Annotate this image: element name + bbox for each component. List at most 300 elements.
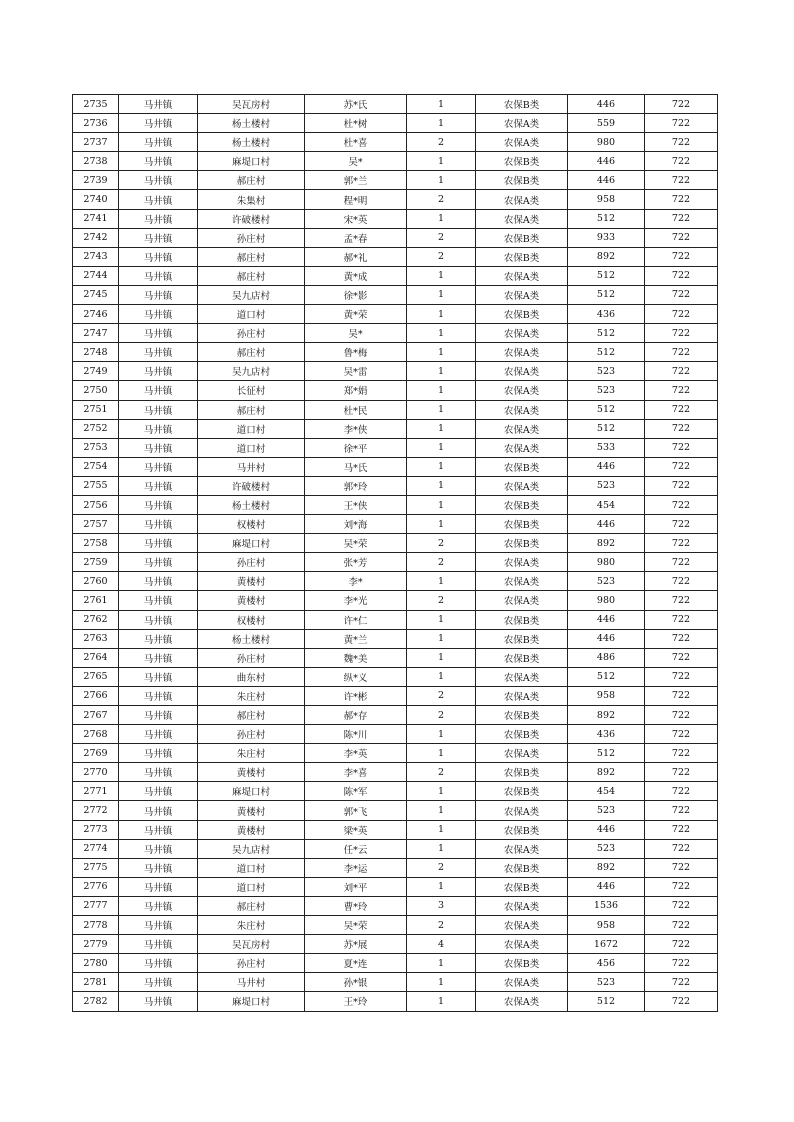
standard-cell: 722 (645, 763, 718, 782)
standard-cell: 722 (645, 916, 718, 935)
row-number-cell: 2763 (73, 629, 119, 648)
count-cell: 2 (407, 686, 476, 705)
town-cell: 马井镇 (119, 400, 198, 419)
name-cell: 刘*海 (305, 515, 407, 534)
row-number-cell: 2745 (73, 285, 119, 304)
town-cell: 马井镇 (119, 973, 198, 992)
count-cell: 2 (407, 763, 476, 782)
village-cell: 吴九店村 (198, 839, 305, 858)
category-cell: 农保A类 (476, 419, 568, 438)
village-cell: 黄楼村 (198, 763, 305, 782)
name-cell: 马*氏 (305, 457, 407, 476)
amount-cell: 892 (568, 763, 645, 782)
name-cell: 夏*连 (305, 954, 407, 973)
count-cell: 1 (407, 820, 476, 839)
row-number-cell: 2743 (73, 247, 119, 266)
town-cell: 马井镇 (119, 610, 198, 629)
table-row (73, 782, 718, 801)
town-cell: 马井镇 (119, 152, 198, 171)
count-cell: 1 (407, 362, 476, 381)
village-cell: 杨土楼村 (198, 629, 305, 648)
table-row (73, 152, 718, 171)
name-cell: 吴* (305, 324, 407, 343)
standard-cell: 722 (645, 992, 718, 1011)
town-cell: 马井镇 (119, 553, 198, 572)
amount-cell: 892 (568, 706, 645, 725)
name-cell: 张*芳 (305, 553, 407, 572)
row-number-cell: 2756 (73, 495, 119, 514)
name-cell: 徐*平 (305, 438, 407, 457)
count-cell: 1 (407, 400, 476, 419)
category-cell: 农保B类 (476, 763, 568, 782)
town-cell: 马井镇 (119, 419, 198, 438)
table-row (73, 973, 718, 992)
name-cell: 吴*荣 (305, 534, 407, 553)
village-cell: 孙庄村 (198, 553, 305, 572)
table-row (73, 190, 718, 209)
category-cell: 农保B类 (476, 171, 568, 190)
category-cell: 农保A类 (476, 935, 568, 954)
table-row (73, 591, 718, 610)
category-cell: 农保A类 (476, 572, 568, 591)
name-cell: 李* (305, 572, 407, 591)
amount-cell: 523 (568, 973, 645, 992)
count-cell: 1 (407, 954, 476, 973)
town-cell: 马井镇 (119, 801, 198, 820)
row-number-cell: 2772 (73, 801, 119, 820)
name-cell: 李*侠 (305, 419, 407, 438)
village-cell: 郝庄村 (198, 171, 305, 190)
table-row (73, 495, 718, 514)
count-cell: 1 (407, 629, 476, 648)
name-cell: 纵*义 (305, 667, 407, 686)
table-row (73, 648, 718, 667)
standard-cell: 722 (645, 228, 718, 247)
row-number-cell: 2740 (73, 190, 119, 209)
standard-cell: 722 (645, 247, 718, 266)
town-cell: 马井镇 (119, 438, 198, 457)
amount-cell: 980 (568, 591, 645, 610)
standard-cell: 722 (645, 725, 718, 744)
amount-cell: 512 (568, 667, 645, 686)
category-cell: 农保A类 (476, 667, 568, 686)
amount-cell: 512 (568, 266, 645, 285)
standard-cell: 722 (645, 667, 718, 686)
row-number-cell: 2754 (73, 457, 119, 476)
table-row (73, 706, 718, 725)
row-number-cell: 2774 (73, 839, 119, 858)
name-cell: 孙*银 (305, 973, 407, 992)
name-cell: 李*英 (305, 744, 407, 763)
count-cell: 1 (407, 438, 476, 457)
amount-cell: 958 (568, 686, 645, 705)
amount-cell: 446 (568, 610, 645, 629)
name-cell: 李*运 (305, 858, 407, 877)
category-cell: 农保A类 (476, 209, 568, 228)
standard-cell: 722 (645, 343, 718, 362)
row-number-cell: 2741 (73, 209, 119, 228)
amount-cell: 446 (568, 95, 645, 114)
name-cell: 郭*玲 (305, 476, 407, 495)
row-number-cell: 2780 (73, 954, 119, 973)
amount-cell: 980 (568, 553, 645, 572)
village-cell: 黄楼村 (198, 591, 305, 610)
amount-cell: 523 (568, 362, 645, 381)
category-cell: 农保A类 (476, 916, 568, 935)
category-cell: 农保B类 (476, 228, 568, 247)
standard-cell: 722 (645, 495, 718, 514)
count-cell: 1 (407, 515, 476, 534)
count-cell: 2 (407, 133, 476, 152)
row-number-cell: 2751 (73, 400, 119, 419)
town-cell: 马井镇 (119, 572, 198, 591)
count-cell: 1 (407, 209, 476, 228)
standard-cell: 722 (645, 266, 718, 285)
village-cell: 马井村 (198, 973, 305, 992)
row-number-cell: 2761 (73, 591, 119, 610)
town-cell: 马井镇 (119, 725, 198, 744)
count-cell: 1 (407, 648, 476, 667)
table-row (73, 476, 718, 495)
standard-cell: 722 (645, 896, 718, 915)
amount-cell: 523 (568, 381, 645, 400)
count-cell: 2 (407, 591, 476, 610)
standard-cell: 722 (645, 438, 718, 457)
name-cell: 黄*荣 (305, 305, 407, 324)
name-cell: 任*云 (305, 839, 407, 858)
category-cell: 农保B类 (476, 954, 568, 973)
amount-cell: 486 (568, 648, 645, 667)
town-cell: 马井镇 (119, 534, 198, 553)
standard-cell: 722 (645, 782, 718, 801)
count-cell: 1 (407, 457, 476, 476)
table-row (73, 438, 718, 457)
count-cell: 1 (407, 744, 476, 763)
name-cell: 鲁*梅 (305, 343, 407, 362)
name-cell: 王*侠 (305, 495, 407, 514)
count-cell: 1 (407, 495, 476, 514)
village-cell: 道口村 (198, 858, 305, 877)
amount-cell: 512 (568, 285, 645, 304)
town-cell: 马井镇 (119, 305, 198, 324)
amount-cell: 446 (568, 515, 645, 534)
town-cell: 马井镇 (119, 744, 198, 763)
category-cell: 农保A类 (476, 992, 568, 1011)
amount-cell: 512 (568, 209, 645, 228)
category-cell: 农保B类 (476, 782, 568, 801)
row-number-cell: 2760 (73, 572, 119, 591)
name-cell: 郑*娟 (305, 381, 407, 400)
standard-cell: 722 (645, 686, 718, 705)
category-cell: 农保A类 (476, 133, 568, 152)
table-body (73, 95, 718, 1012)
table-row (73, 534, 718, 553)
row-number-cell: 2746 (73, 305, 119, 324)
table-row (73, 992, 718, 1011)
table-row (73, 763, 718, 782)
amount-cell: 933 (568, 228, 645, 247)
standard-cell: 722 (645, 839, 718, 858)
row-number-cell: 2747 (73, 324, 119, 343)
name-cell: 郝*礼 (305, 247, 407, 266)
table-row (73, 667, 718, 686)
village-cell: 杨土楼村 (198, 114, 305, 133)
standard-cell: 722 (645, 209, 718, 228)
town-cell: 马井镇 (119, 667, 198, 686)
count-cell: 1 (407, 171, 476, 190)
row-number-cell: 2769 (73, 744, 119, 763)
name-cell: 杜*树 (305, 114, 407, 133)
table-row (73, 457, 718, 476)
amount-cell: 446 (568, 820, 645, 839)
name-cell: 陈*川 (305, 725, 407, 744)
town-cell: 马井镇 (119, 266, 198, 285)
village-cell: 郝庄村 (198, 400, 305, 419)
count-cell: 1 (407, 285, 476, 304)
village-cell: 孙庄村 (198, 228, 305, 247)
town-cell: 马井镇 (119, 228, 198, 247)
standard-cell: 722 (645, 285, 718, 304)
name-cell: 郭*飞 (305, 801, 407, 820)
category-cell: 农保A类 (476, 973, 568, 992)
row-number-cell: 2739 (73, 171, 119, 190)
standard-cell: 722 (645, 152, 718, 171)
name-cell: 杜*民 (305, 400, 407, 419)
count-cell: 3 (407, 896, 476, 915)
village-cell: 曲东村 (198, 667, 305, 686)
town-cell: 马井镇 (119, 686, 198, 705)
count-cell: 1 (407, 782, 476, 801)
count-cell: 1 (407, 572, 476, 591)
town-cell: 马井镇 (119, 916, 198, 935)
name-cell: 吴* (305, 152, 407, 171)
row-number-cell: 2762 (73, 610, 119, 629)
count-cell: 2 (407, 858, 476, 877)
count-cell: 1 (407, 114, 476, 133)
village-cell: 杨土楼村 (198, 133, 305, 152)
standard-cell: 722 (645, 190, 718, 209)
count-cell: 2 (407, 706, 476, 725)
category-cell: 农保A类 (476, 801, 568, 820)
standard-cell: 722 (645, 381, 718, 400)
village-cell: 吴九店村 (198, 362, 305, 381)
category-cell: 农保B类 (476, 95, 568, 114)
row-number-cell: 2765 (73, 667, 119, 686)
standard-cell: 722 (645, 973, 718, 992)
category-cell: 农保A类 (476, 896, 568, 915)
standard-cell: 722 (645, 362, 718, 381)
standard-cell: 722 (645, 935, 718, 954)
row-number-cell: 2781 (73, 973, 119, 992)
count-cell: 1 (407, 973, 476, 992)
category-cell: 农保B类 (476, 648, 568, 667)
standard-cell: 722 (645, 400, 718, 419)
amount-cell: 454 (568, 495, 645, 514)
count-cell: 1 (407, 476, 476, 495)
category-cell: 农保A类 (476, 744, 568, 763)
category-cell: 农保B类 (476, 305, 568, 324)
table-row (73, 266, 718, 285)
town-cell: 马井镇 (119, 935, 198, 954)
standard-cell: 722 (645, 133, 718, 152)
town-cell: 马井镇 (119, 133, 198, 152)
town-cell: 马井镇 (119, 706, 198, 725)
town-cell: 马井镇 (119, 343, 198, 362)
amount-cell: 980 (568, 133, 645, 152)
standard-cell: 722 (645, 744, 718, 763)
standard-cell: 722 (645, 171, 718, 190)
town-cell: 马井镇 (119, 457, 198, 476)
row-number-cell: 2738 (73, 152, 119, 171)
standard-cell: 722 (645, 305, 718, 324)
village-cell: 麻堤口村 (198, 534, 305, 553)
count-cell: 1 (407, 324, 476, 343)
name-cell: 吴*雷 (305, 362, 407, 381)
count-cell: 1 (407, 992, 476, 1011)
town-cell: 马井镇 (119, 954, 198, 973)
name-cell: 曹*玲 (305, 896, 407, 915)
count-cell: 4 (407, 935, 476, 954)
row-number-cell: 2778 (73, 916, 119, 935)
town-cell: 马井镇 (119, 476, 198, 495)
village-cell: 朱集村 (198, 190, 305, 209)
village-cell: 黄楼村 (198, 820, 305, 839)
category-cell: 农保B类 (476, 610, 568, 629)
table-row (73, 285, 718, 304)
row-number-cell: 2758 (73, 534, 119, 553)
count-cell: 1 (407, 610, 476, 629)
village-cell: 郝庄村 (198, 896, 305, 915)
count-cell: 1 (407, 839, 476, 858)
row-number-cell: 2753 (73, 438, 119, 457)
table-row (73, 896, 718, 915)
row-number-cell: 2750 (73, 381, 119, 400)
village-cell: 孙庄村 (198, 954, 305, 973)
category-cell: 农保A类 (476, 476, 568, 495)
category-cell: 农保B类 (476, 515, 568, 534)
name-cell: 刘*平 (305, 877, 407, 896)
count-cell: 2 (407, 228, 476, 247)
amount-cell: 512 (568, 324, 645, 343)
town-cell: 马井镇 (119, 114, 198, 133)
amount-cell: 892 (568, 247, 645, 266)
standard-cell: 722 (645, 324, 718, 343)
category-cell: 农保A类 (476, 343, 568, 362)
amount-cell: 446 (568, 171, 645, 190)
standard-cell: 722 (645, 877, 718, 896)
row-number-cell: 2771 (73, 782, 119, 801)
name-cell: 黄*成 (305, 266, 407, 285)
standard-cell: 722 (645, 706, 718, 725)
category-cell: 农保B类 (476, 247, 568, 266)
standard-cell: 722 (645, 629, 718, 648)
town-cell: 马井镇 (119, 877, 198, 896)
category-cell: 农保A类 (476, 114, 568, 133)
count-cell: 1 (407, 725, 476, 744)
amount-cell: 512 (568, 419, 645, 438)
count-cell: 2 (407, 190, 476, 209)
village-cell: 道口村 (198, 438, 305, 457)
town-cell: 马井镇 (119, 648, 198, 667)
table-row (73, 95, 718, 114)
category-cell: 农保A类 (476, 839, 568, 858)
row-number-cell: 2766 (73, 686, 119, 705)
table-row (73, 801, 718, 820)
name-cell: 郭*兰 (305, 171, 407, 190)
standard-cell: 722 (645, 553, 718, 572)
count-cell: 1 (407, 343, 476, 362)
category-cell: 农保B类 (476, 495, 568, 514)
category-cell: 农保B类 (476, 725, 568, 744)
row-number-cell: 2755 (73, 476, 119, 495)
category-cell: 农保A类 (476, 591, 568, 610)
village-cell: 郝庄村 (198, 266, 305, 285)
name-cell: 杜*喜 (305, 133, 407, 152)
amount-cell: 1672 (568, 935, 645, 954)
data-table (72, 94, 718, 1012)
town-cell: 马井镇 (119, 629, 198, 648)
count-cell: 2 (407, 534, 476, 553)
town-cell: 马井镇 (119, 324, 198, 343)
table-row (73, 820, 718, 839)
amount-cell: 436 (568, 725, 645, 744)
name-cell: 梁*英 (305, 820, 407, 839)
table-row (73, 553, 718, 572)
village-cell: 权楼村 (198, 515, 305, 534)
name-cell: 黄*兰 (305, 629, 407, 648)
village-cell: 道口村 (198, 305, 305, 324)
standard-cell: 722 (645, 95, 718, 114)
amount-cell: 512 (568, 343, 645, 362)
row-number-cell: 2748 (73, 343, 119, 362)
amount-cell: 523 (568, 476, 645, 495)
town-cell: 马井镇 (119, 782, 198, 801)
standard-cell: 722 (645, 457, 718, 476)
count-cell: 1 (407, 381, 476, 400)
village-cell: 许破楼村 (198, 209, 305, 228)
category-cell: 农保B类 (476, 877, 568, 896)
village-cell: 郝庄村 (198, 247, 305, 266)
table-row (73, 858, 718, 877)
table-row (73, 362, 718, 381)
count-cell: 1 (407, 419, 476, 438)
village-cell: 许破楼村 (198, 476, 305, 495)
name-cell: 吴*荣 (305, 916, 407, 935)
town-cell: 马井镇 (119, 190, 198, 209)
row-number-cell: 2782 (73, 992, 119, 1011)
village-cell: 黄楼村 (198, 801, 305, 820)
table-row (73, 954, 718, 973)
village-cell: 孙庄村 (198, 648, 305, 667)
town-cell: 马井镇 (119, 285, 198, 304)
amount-cell: 523 (568, 801, 645, 820)
town-cell: 马井镇 (119, 858, 198, 877)
table-row (73, 114, 718, 133)
category-cell: 农保A类 (476, 266, 568, 285)
count-cell: 2 (407, 553, 476, 572)
table-row (73, 324, 718, 343)
row-number-cell: 2773 (73, 820, 119, 839)
count-cell: 1 (407, 667, 476, 686)
standard-cell: 722 (645, 591, 718, 610)
name-cell: 苏*氏 (305, 95, 407, 114)
amount-cell: 523 (568, 839, 645, 858)
row-number-cell: 2776 (73, 877, 119, 896)
count-cell: 1 (407, 305, 476, 324)
category-cell: 农保B类 (476, 629, 568, 648)
table-row (73, 935, 718, 954)
category-cell: 农保B类 (476, 858, 568, 877)
